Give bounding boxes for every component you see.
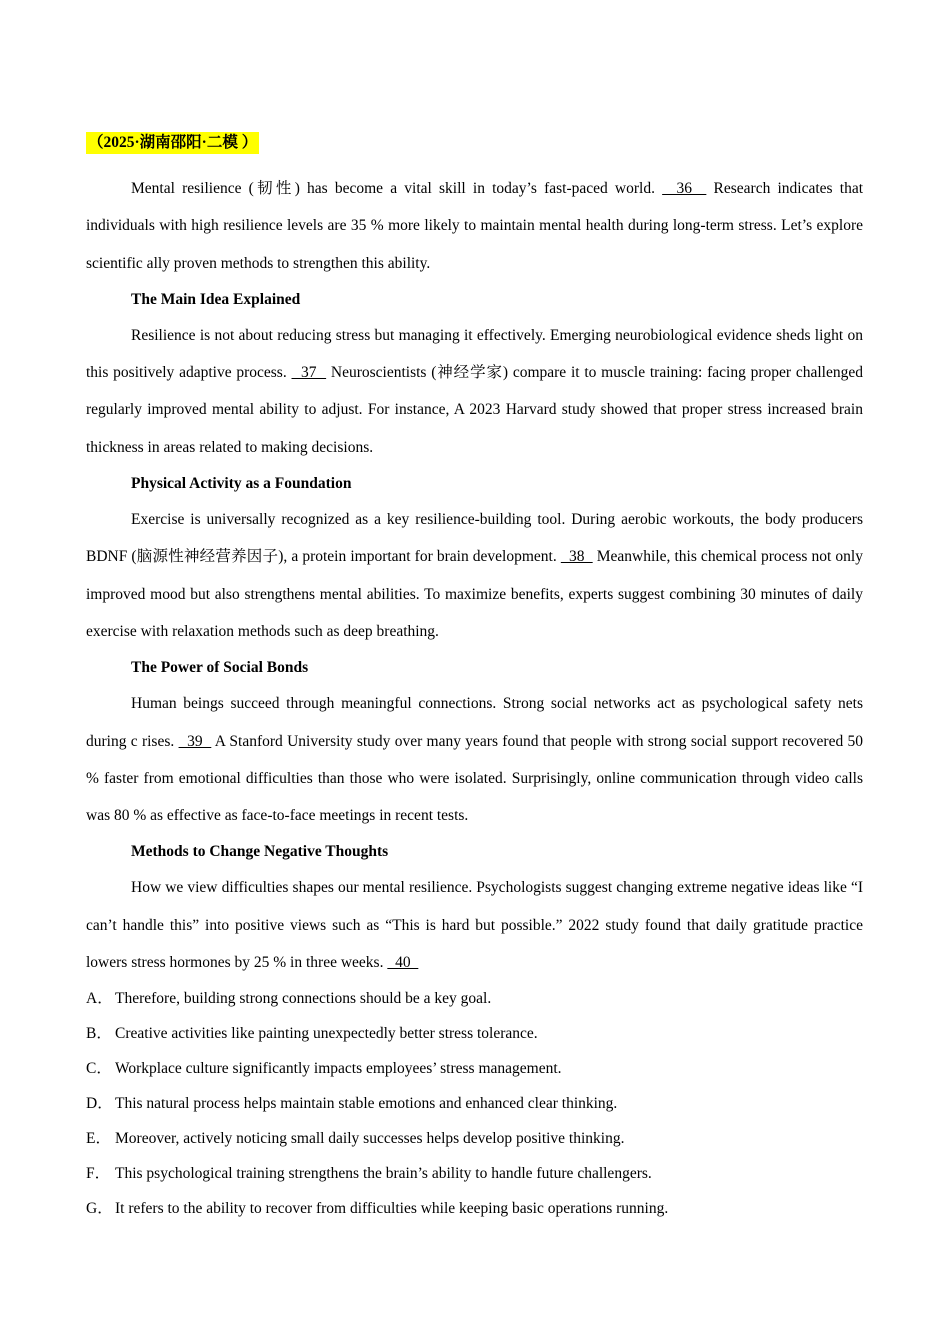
section-paragraph [86,317,863,466]
intro-text-2: Research indicates that individuals with high resilience levels are 35 % more likely to maintain mental health during long-term stress. Let’s explore scientific ally proven methods to strengthen this ability. [86,180,863,272]
option-text: Therefore, building strong connections should be a key goal. [115,990,492,1008]
answer-options [86,981,863,1226]
section-text-2: A Stanford University study over many years found that people with strong social support recovered 50 % faster from emotional difficulties than those who were isolated. Surprisingly, online communication through video calls was 80 % as effective as face-to-face meetings in recent tests. [86,732,864,825]
blank-38: 38 [560,548,593,566]
section-text-2: Neuroscientists (神经学家) compare it to muscle training: facing proper challenged regularly improved mental ability to adjust. For instance, A 2023 Harvard study showed that proper stress increased brain thickness in areas related to making decisions. [86,364,863,456]
option-a [86,981,863,1016]
option-e [86,1121,863,1156]
blank-39: 39 [178,732,212,750]
option-g [86,1191,863,1226]
blank-40: 40 [387,954,419,972]
intro-text-1: Mental resilience (韧性) has become a vital skill in today’s fast-paced world. [131,180,663,197]
option-text: Moreover, actively noticing small daily successes helps develop positive thinking. [115,1130,625,1148]
option-text: This psychological training strengthens the brain’s ability to handle future challengers. [115,1165,652,1183]
blank-37: 37 [291,364,327,382]
section-text-1: How we view difficulties shapes our mental resilience. Psychologists suggest changing extreme negative ideas like “I can’t handle this” into positive views such as “This is hard but possible.” 2022 study found that daily gratitude practice lowers stress hormones by 25 % in three weeks. [86,879,863,972]
option-letter: C． [86,1060,112,1078]
section-text-1: Resilience is not about reducing stress but managing it effectively. Emerging neurobiological evidence sheds light on this positively adaptive process. [86,326,863,382]
option-letter: B． [86,1025,112,1043]
section-text-1: Exercise is universally recognized as a key resilience-building tool. During aerobic workouts, the body producers BDNF (脑源性神经营养因子), a protein important for brain development. [86,511,863,566]
section-text-2: Meanwhile, this chemical process not only improved mood but also strengthens mental abilities. To maximize benefits, experts suggest combining 30 minutes of daily exercise with relaxation methods such as deep breathing. [86,548,863,640]
section-paragraph [86,869,863,981]
option-letter: E． [86,1130,111,1148]
option-letter: D． [86,1095,113,1113]
option-text: Workplace culture significantly impacts employees’ stress management. [115,1060,562,1078]
option-letter: G． [86,1200,113,1218]
document-page [86,124,863,1226]
section-heading: Physical Activity as a Foundation [131,475,352,493]
option-f [86,1156,863,1191]
section-text-1: Human beings succeed through meaningful connections. Strong social networks act as psychological safety nets during c rises. [86,695,863,750]
option-d [86,1086,863,1121]
option-b [86,1016,863,1051]
option-letter: A． [86,990,113,1008]
section-paragraph [86,501,863,650]
option-c [86,1051,863,1086]
intro-paragraph [86,170,863,282]
source-label: （2025·湖南邵阳·二模 ） [86,132,259,154]
section-paragraph [86,685,863,834]
option-text: It refers to the ability to recover from difficulties while keeping basic operations running. [115,1200,669,1218]
option-text: Creative activities like painting unexpectedly better stress tolerance. [115,1025,538,1043]
section-heading: The Main Idea Explained [131,290,301,308]
option-letter: F． [86,1165,111,1183]
blank-36: 36 [662,180,707,197]
section-heading: Methods to Change Negative Thoughts [131,843,389,861]
section-heading: The Power of Social Bonds [131,659,309,677]
option-text: This natural process helps maintain stable emotions and enhanced clear thinking. [115,1095,618,1113]
